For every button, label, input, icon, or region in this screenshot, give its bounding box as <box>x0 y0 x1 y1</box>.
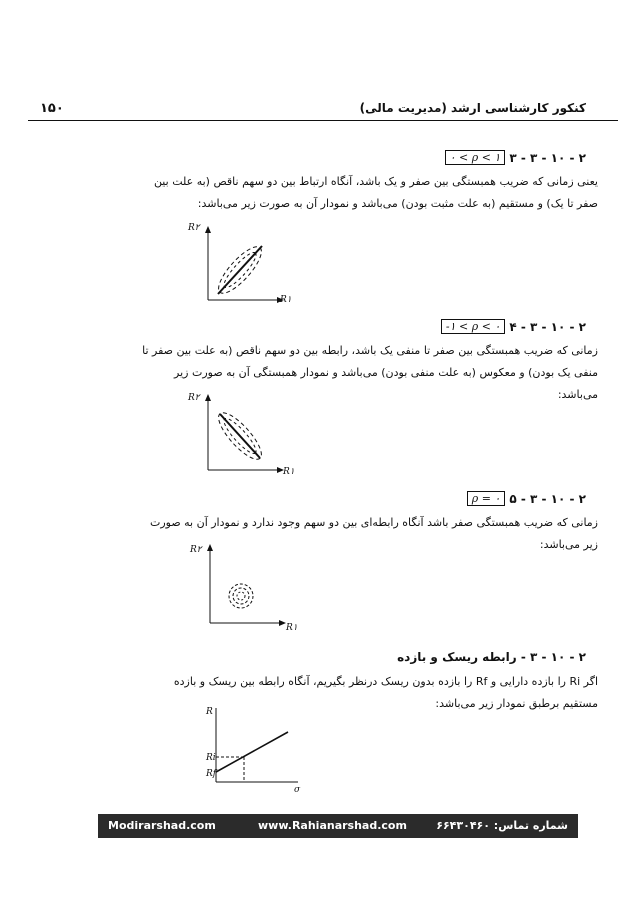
y-axis-arrow <box>207 544 213 551</box>
text-line: می‌باشد: <box>557 388 598 401</box>
condition-box: -۱ < ρ < ۰ <box>441 319 505 334</box>
section-heading-zero <box>467 491 586 506</box>
x-axis-label: R۱ <box>283 467 295 477</box>
y-axis-arrow <box>205 394 211 401</box>
regression-line <box>218 246 262 294</box>
y-axis-label: R۲ <box>188 223 200 233</box>
text-line: یعنی زمانی که ضریب همبستگی بین صفر و یک باشد، آنگاه ارتباط بین دو سهم ناقص (به علت بین <box>153 175 598 188</box>
footer-website-rahianarshad[interactable]: www.Rahianarshad.com <box>258 819 407 832</box>
tick-label-rf: Rf <box>206 769 217 779</box>
section-number: ۲ - ۱۰ - ۳ - رابطه ریسک و بازده <box>397 650 586 664</box>
scatter-middle-circle <box>233 588 249 604</box>
condition-box: ρ = ۰ <box>467 491 506 506</box>
y-axis-label: R۲ <box>190 545 202 555</box>
condition-box: ۰ < ρ < ۱ <box>445 150 506 165</box>
section-heading-risk-return <box>397 650 586 664</box>
x-axis-label: σ <box>294 785 301 795</box>
text-line: منفی یک بودن) و معکوس (به علت منفی بودن) می‌باشد و نمودار همبستگی آن به صورت زیر <box>174 366 598 379</box>
regression-line <box>220 414 260 458</box>
text-line: مستقیم برطبق نمودار زیر می‌باشد: <box>435 697 598 710</box>
text-line: زمانی که ضریب همبستگی صفر باشد آنگاه رابطه‌ای بین دو سهم وجود ندارد و نمودار آن به صورت <box>149 516 598 529</box>
positive-correlation-graph <box>180 220 310 310</box>
y-axis-label: R۲ <box>188 393 200 403</box>
text-line: اگر Ri را بازده دارایی و Rf را بازده بدون ریسک درنظر بگیریم، آنگاه رابطه بین ریسک و بازده <box>173 675 598 688</box>
footer-bar <box>98 814 578 838</box>
text-line: صفر تا یک) و مستقیم (به علت مثبت بودن) می‌باشد و نمودار آن به صورت زیر می‌باشد: <box>197 197 598 210</box>
capital-market-line <box>216 732 288 772</box>
page-number: ۱۵۰ <box>40 101 64 116</box>
x-axis-arrow <box>279 620 286 626</box>
x-axis-label: R۱ <box>286 623 298 633</box>
scatter-inner-circle <box>237 592 245 600</box>
footer-contact: شماره تماس: ۶۶۴۳۰۴۶۰ <box>436 819 568 832</box>
page-header-title: کنکور کارشناسی ارشد (مدیریت مالی) <box>359 101 586 115</box>
zero-correlation-graph <box>180 540 310 635</box>
negative-correlation-graph <box>180 390 310 480</box>
tick-label-ri: Ri <box>206 753 216 763</box>
text-line: زیر می‌باشد: <box>539 538 598 551</box>
paragraph-positive <box>38 171 598 215</box>
x-axis-label: R۱ <box>280 295 292 305</box>
footer-website-modirarshad[interactable]: Modirarshad.com <box>108 819 216 832</box>
section-heading-negative <box>441 319 586 334</box>
section-number: ۲ - ۱۰ - ۳ - ۵ <box>509 491 586 506</box>
y-axis-arrow <box>205 226 211 233</box>
y-axis-label: R <box>206 707 213 717</box>
header-divider <box>28 120 618 121</box>
section-number: ۲ - ۱۰ - ۳ - ۴ <box>509 319 586 334</box>
section-number: ۲ - ۱۰ - ۳ - ۳ <box>509 150 586 165</box>
paragraph-negative <box>38 340 598 406</box>
section-heading-positive <box>445 150 586 165</box>
paragraph-zero <box>38 512 598 556</box>
text-line: زمانی که ضریب همبستگی بین صفر تا منفی یک باشد، رابطه بین دو سهم ناقص (به علت بین صفر تا <box>142 344 598 357</box>
risk-return-graph <box>188 700 323 795</box>
